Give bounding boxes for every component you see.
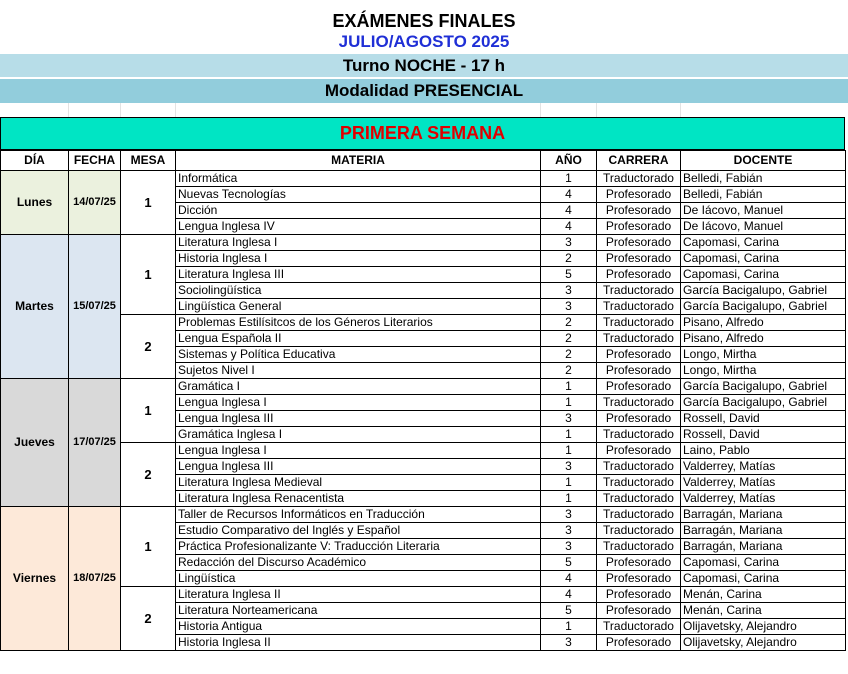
anio-cell: 5 (541, 555, 597, 571)
anio-cell: 1 (541, 395, 597, 411)
week-title: PRIMERA SEMANA (0, 117, 845, 150)
anio-cell: 1 (541, 171, 597, 187)
carrera-cell: Traductorado (597, 619, 681, 635)
materia-cell: Lengua Inglesa I (176, 443, 541, 459)
materia-cell: Lengua Inglesa III (176, 459, 541, 475)
carrera-cell: Profesorado (597, 203, 681, 219)
anio-cell: 3 (541, 235, 597, 251)
anio-cell: 3 (541, 539, 597, 555)
carrera-cell: Traductorado (597, 539, 681, 555)
docente-cell: Valderrey, Matías (681, 491, 846, 507)
materia-cell: Informática (176, 171, 541, 187)
anio-cell: 3 (541, 507, 597, 523)
anio-cell: 4 (541, 219, 597, 235)
mesa-cell: 1 (121, 235, 176, 315)
anio-cell: 1 (541, 443, 597, 459)
column-header-docente: DOCENTE (681, 151, 846, 171)
anio-cell: 3 (541, 411, 597, 427)
materia-cell: Redacción del Discurso Académico (176, 555, 541, 571)
day-cell: Jueves (1, 379, 69, 507)
anio-cell: 3 (541, 523, 597, 539)
docente-cell: Valderrey, Matías (681, 475, 846, 491)
page-subtitle: JULIO/AGOSTO 2025 (338, 32, 510, 51)
materia-cell: Sociolingüística (176, 283, 541, 299)
table-row (1, 443, 846, 459)
carrera-cell: Profesorado (597, 187, 681, 203)
carrera-cell: Profesorado (597, 251, 681, 267)
docente-cell: Capomasi, Carina (681, 571, 846, 587)
carrera-cell: Traductorado (597, 507, 681, 523)
mesa-cell: 1 (121, 507, 176, 587)
anio-cell: 1 (541, 427, 597, 443)
carrera-cell: Profesorado (597, 363, 681, 379)
docente-cell: Laino, Pablo (681, 443, 846, 459)
date-cell: 18/07/25 (69, 507, 121, 651)
anio-cell: 1 (541, 379, 597, 395)
carrera-cell: Profesorado (597, 219, 681, 235)
anio-cell: 3 (541, 459, 597, 475)
materia-cell: Estudio Comparativo del Inglés y Español (176, 523, 541, 539)
docente-cell: De Iácovo, Manuel (681, 203, 846, 219)
materia-cell: Sistemas y Política Educativa (176, 347, 541, 363)
materia-cell: Taller de Recursos Informáticos en Traducción (176, 507, 541, 523)
docente-cell: Rossell, David (681, 411, 846, 427)
materia-cell: Lengua Inglesa IV (176, 219, 541, 235)
carrera-cell: Traductorado (597, 491, 681, 507)
materia-cell: Literatura Inglesa III (176, 267, 541, 283)
anio-cell: 4 (541, 571, 597, 587)
carrera-cell: Profesorado (597, 443, 681, 459)
carrera-cell: Profesorado (597, 411, 681, 427)
docente-cell: Barragán, Mariana (681, 523, 846, 539)
mesa-cell: 2 (121, 315, 176, 379)
carrera-cell: Traductorado (597, 523, 681, 539)
anio-cell: 1 (541, 475, 597, 491)
anio-cell: 5 (541, 603, 597, 619)
carrera-cell: Traductorado (597, 299, 681, 315)
carrera-cell: Traductorado (597, 315, 681, 331)
materia-cell: Problemas Estilísitcos de los Géneros Literarios (176, 315, 541, 331)
date-cell: 15/07/25 (69, 235, 121, 379)
table-body (1, 171, 846, 651)
carrera-cell: Profesorado (597, 555, 681, 571)
column-header-fecha: FECHA (69, 151, 121, 171)
anio-cell: 3 (541, 635, 597, 651)
anio-cell: 5 (541, 267, 597, 283)
table-header-row (1, 151, 846, 171)
anio-cell: 3 (541, 299, 597, 315)
anio-cell: 2 (541, 331, 597, 347)
carrera-cell: Traductorado (597, 475, 681, 491)
carrera-cell: Profesorado (597, 635, 681, 651)
table-row (1, 507, 846, 523)
docente-cell: De Iácovo, Manuel (681, 219, 846, 235)
table-row (1, 379, 846, 395)
docente-cell: Pisano, Alfredo (681, 331, 846, 347)
materia-cell: Lengua Inglesa I (176, 395, 541, 411)
table-row (1, 171, 846, 187)
turno-banner: Turno NOCHE - 17 h (0, 54, 848, 78)
carrera-cell: Profesorado (597, 379, 681, 395)
docente-cell: Menán, Carina (681, 603, 846, 619)
materia-cell: Historia Inglesa II (176, 635, 541, 651)
date-cell: 14/07/25 (69, 171, 121, 235)
materia-cell: Literatura Inglesa Renacentista (176, 491, 541, 507)
column-header-mesa: MESA (121, 151, 176, 171)
docente-cell: Barragán, Mariana (681, 507, 846, 523)
docente-cell: Capomasi, Carina (681, 235, 846, 251)
carrera-cell: Profesorado (597, 267, 681, 283)
table-row (1, 235, 846, 251)
mesa-cell: 2 (121, 443, 176, 507)
carrera-cell: Traductorado (597, 283, 681, 299)
anio-cell: 1 (541, 619, 597, 635)
anio-cell: 2 (541, 251, 597, 267)
day-cell: Viernes (1, 507, 69, 651)
docente-cell: García Bacigalupo, Gabriel (681, 283, 846, 299)
materia-cell: Gramática Inglesa I (176, 427, 541, 443)
modalidad-banner: Modalidad PRESENCIAL (0, 79, 848, 103)
mesa-cell: 1 (121, 171, 176, 235)
mesa-cell: 2 (121, 587, 176, 651)
anio-cell: 4 (541, 187, 597, 203)
carrera-cell: Profesorado (597, 347, 681, 363)
docente-cell: García Bacigalupo, Gabriel (681, 379, 846, 395)
materia-cell: Lingüística General (176, 299, 541, 315)
docente-cell: Capomasi, Carina (681, 555, 846, 571)
materia-cell: Historia Antigua (176, 619, 541, 635)
column-header-materia: MATERIA (176, 151, 541, 171)
carrera-cell: Traductorado (597, 331, 681, 347)
docente-cell: Longo, Mirtha (681, 363, 846, 379)
materia-cell: Nuevas Tecnologías (176, 187, 541, 203)
table-row (1, 315, 846, 331)
docente-cell: Belledi, Fabián (681, 187, 846, 203)
docente-cell: Menán, Carina (681, 587, 846, 603)
materia-cell: Literatura Inglesa Medieval (176, 475, 541, 491)
docente-cell: Capomasi, Carina (681, 251, 846, 267)
materia-cell: Gramática I (176, 379, 541, 395)
materia-cell: Lengua Inglesa III (176, 411, 541, 427)
anio-cell: 4 (541, 203, 597, 219)
carrera-cell: Profesorado (597, 235, 681, 251)
carrera-cell: Traductorado (597, 427, 681, 443)
materia-cell: Historia Inglesa I (176, 251, 541, 267)
carrera-cell: Profesorado (597, 587, 681, 603)
carrera-cell: Traductorado (597, 459, 681, 475)
materia-cell: Literatura Inglesa I (176, 235, 541, 251)
docente-cell: Valderrey, Matías (681, 459, 846, 475)
spreadsheet-gridlines (0, 103, 848, 117)
materia-cell: Dicción (176, 203, 541, 219)
column-header-carrera: CARRERA (597, 151, 681, 171)
carrera-cell: Profesorado (597, 571, 681, 587)
anio-cell: 2 (541, 315, 597, 331)
anio-cell: 1 (541, 491, 597, 507)
docente-cell: Capomasi, Carina (681, 267, 846, 283)
materia-cell: Práctica Profesionalizante V: Traducción Literaria (176, 539, 541, 555)
docente-cell: Olijavetsky, Alejandro (681, 635, 846, 651)
table-row (1, 587, 846, 603)
materia-cell: Sujetos Nivel I (176, 363, 541, 379)
day-cell: Lunes (1, 171, 69, 235)
anio-cell: 2 (541, 347, 597, 363)
docente-cell: García Bacigalupo, Gabriel (681, 395, 846, 411)
materia-cell: Lingüística (176, 571, 541, 587)
column-header-anio: AÑO (541, 151, 597, 171)
docente-cell: Barragán, Mariana (681, 539, 846, 555)
docente-cell: García Bacigalupo, Gabriel (681, 299, 846, 315)
carrera-cell: Profesorado (597, 603, 681, 619)
anio-cell: 2 (541, 363, 597, 379)
materia-cell: Lengua Española II (176, 331, 541, 347)
docente-cell: Rossell, David (681, 427, 846, 443)
docente-cell: Longo, Mirtha (681, 347, 846, 363)
carrera-cell: Traductorado (597, 171, 681, 187)
carrera-cell: Traductorado (597, 395, 681, 411)
day-cell: Martes (1, 235, 69, 379)
column-header-dia: DÍA (1, 151, 69, 171)
page-title: EXÁMENES FINALES (332, 10, 516, 31)
docente-cell: Belledi, Fabián (681, 171, 846, 187)
mesa-cell: 1 (121, 379, 176, 443)
anio-cell: 3 (541, 283, 597, 299)
materia-cell: Literatura Norteamericana (176, 603, 541, 619)
docente-cell: Olijavetsky, Alejandro (681, 619, 846, 635)
date-cell: 17/07/25 (69, 379, 121, 507)
docente-cell: Pisano, Alfredo (681, 315, 846, 331)
materia-cell: Literatura Inglesa II (176, 587, 541, 603)
exam-schedule-table (0, 150, 846, 651)
anio-cell: 4 (541, 587, 597, 603)
